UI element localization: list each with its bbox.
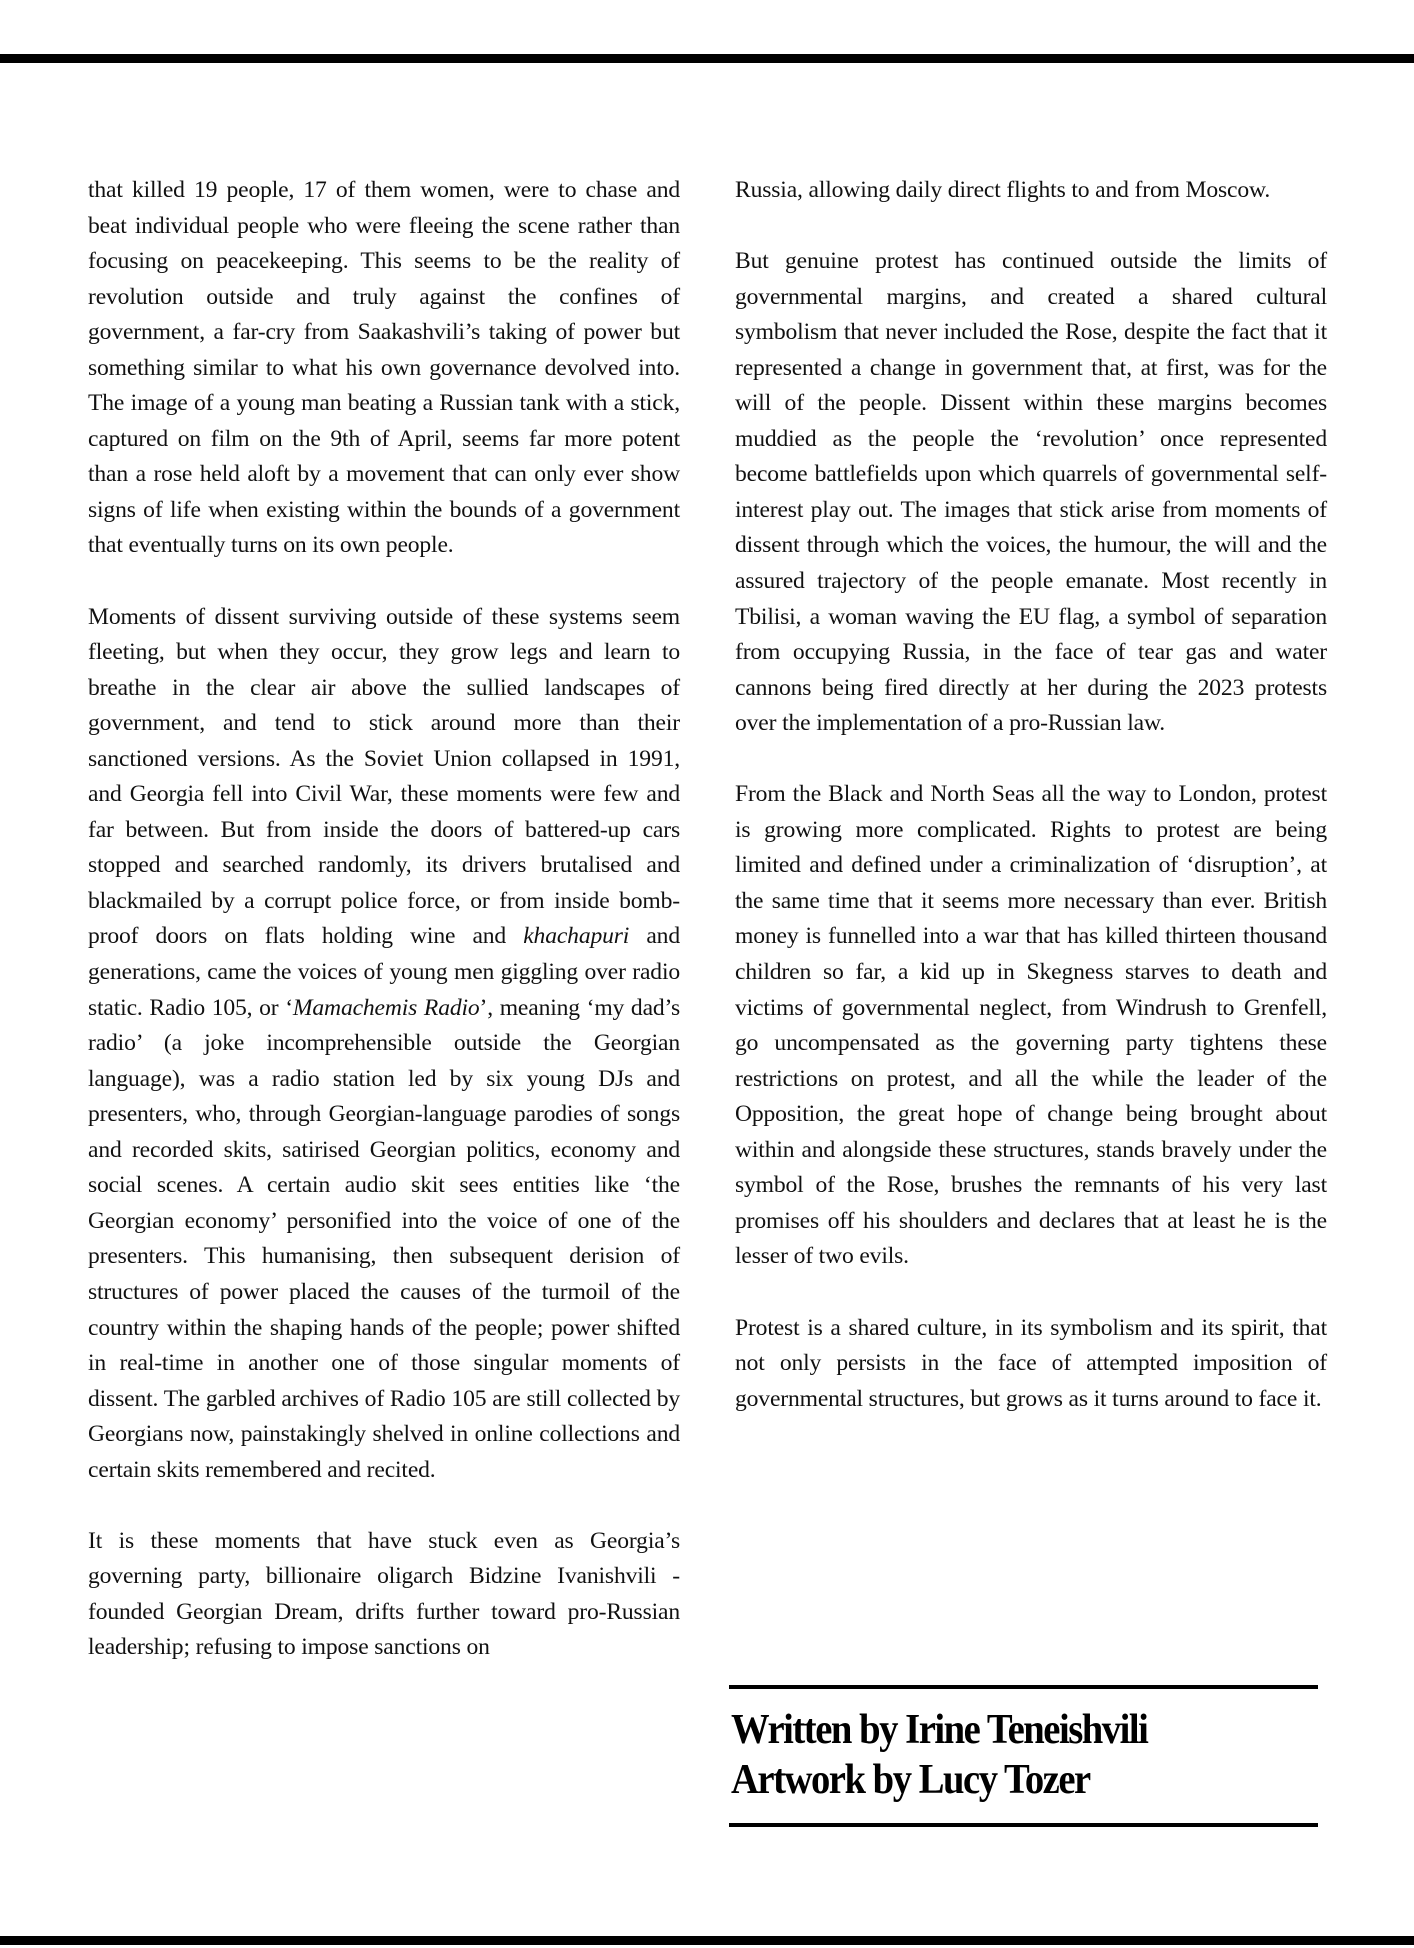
top-border-rule xyxy=(0,54,1414,63)
article-column-left xyxy=(88,173,680,1702)
credits-lines xyxy=(729,1689,1318,1823)
paragraph-text: and generations, came the voices of young men giggling over radio static. Radio 105, or ‘ xyxy=(88,923,680,1021)
credits-block xyxy=(729,1685,1318,1827)
paragraph-text: Moments of dissent surviving outside of these systems seem fleeting, but when they occur, they grow legs and learn to breathe in the clear air above the sullied landscapes of government, and tend to stick around more than their sanctioned versions. As the Soviet Union collapsed in 1991, and Georgia fell into Civil War, these moments were few and far between. But from inside the doors of battered-up cars stopped and searched randomly, its drivers brutalised and blackmailed by a corrupt police force, or from inside bomb-proof doors on flats holding wine and xyxy=(88,603,680,950)
paragraph: It is these moments that have stuck even as Georgia’s governing party, billionaire oligarch Bidzine Ivanishvili - founded Georgian Dream, drifts further toward pro-Russian leadership; refusing to impose sanctions on xyxy=(88,1527,680,1661)
paragraph: But genuine protest has continued outside the limits of governmental margins, and created a shared cultural symbolism that never included the Rose, despite the fact that it represented a change in government that, at first, was for the will of the people. Dissent within these margins becomes muddied as the people the ‘revolution’ once represented become battlefields upon which quarrels of governmental self-interest play out. The images that stick arise from moments of dissent through which the voices, the humour, the will and the assured trajectory of the people emanate. Most recently in Tbilisi, a woman waving the EU flag, a symbol of separation from occupying Russia, in the face of tear gas and water cannons being fired directly at her during the 2023 protests over the implementation of a pro-Russian law. xyxy=(735,248,1327,737)
paragraph: Russia, allowing daily direct flights to and from Moscow. xyxy=(735,177,1271,203)
paragraph: that killed 19 people, 17 of them women, were to chase and beat individual people who were fleeing the scene rather than focusing on peacekeeping. This seems to be the reality of revolution outside and truly against the confines of government, a far-cry from Saakashvili’s taking of power but something similar to what his own governance devolved into. The image of a young man beating a Russian tank with a stick, captured on film on the 9th of April, seems far more potent than a rose held aloft by a movement that can only ever show signs of life when existing within the bounds of a government that eventually turns on its own people. xyxy=(88,177,680,559)
paragraph: From the Black and North Seas all the way to London, protest is growing more complicated. Rights to protest are being limited and defined under a criminalization of ‘disruption’, at the same time that it seems more necessary than ever. British money is funnelled into a war that has killed thirteen thousand children so far, a kid up in Skegness starves to death and victims of governmental neglect, from Windrush to Grenfell, go uncompensated as the governing party tightens these restrictions on protest, and all the while the leader of the Opposition, the great hope of change being brought about within and alongside these structures, stands bravely under the symbol of the Rose, brushes the remnants of his very last promises off his shoulders and declares that at least he is the lesser of two evils. xyxy=(735,781,1327,1270)
author-credit: Written by Irine Teneishvili xyxy=(731,1707,1148,1753)
paragraph: Protest is a shared culture, in its symbolism and its spirit, that not only persists in the face of attempted imposition of governmental structures, but grows as it turns around to face it. xyxy=(735,1314,1327,1412)
artist-credit: Artwork by Lucy Tozer xyxy=(731,1757,1090,1803)
article-column-right xyxy=(735,173,1327,1453)
paragraph-text: ’, meaning ‘my dad’s radio’ (a joke incomprehensible outside the Georgian language), was a radio station led by six young DJs and presenters, who, through Georgian-language parodies of songs and recorded skits, satirised Georgian politics, economy and social scenes. A certain audio skit sees entities like ‘the Georgian economy’ personified into the voice of one of the presenters. This humanising, then subsequent derision of structures of power placed the causes of the turmoil of the country within the shaping hands of the people; power shifted in real-time in another one of those singular moments of dissent. The garbled archives of Radio 105 are still collected by Georgians now, painstakingly shelved in online collections and certain skits remembered and recited. xyxy=(88,994,680,1483)
italic-term: khachapuri xyxy=(523,923,630,950)
credits-rule-bottom xyxy=(729,1823,1318,1827)
paragraph xyxy=(88,600,680,1489)
bottom-border-rule xyxy=(0,1936,1414,1945)
italic-term: Mamachemis Radio xyxy=(292,994,480,1021)
